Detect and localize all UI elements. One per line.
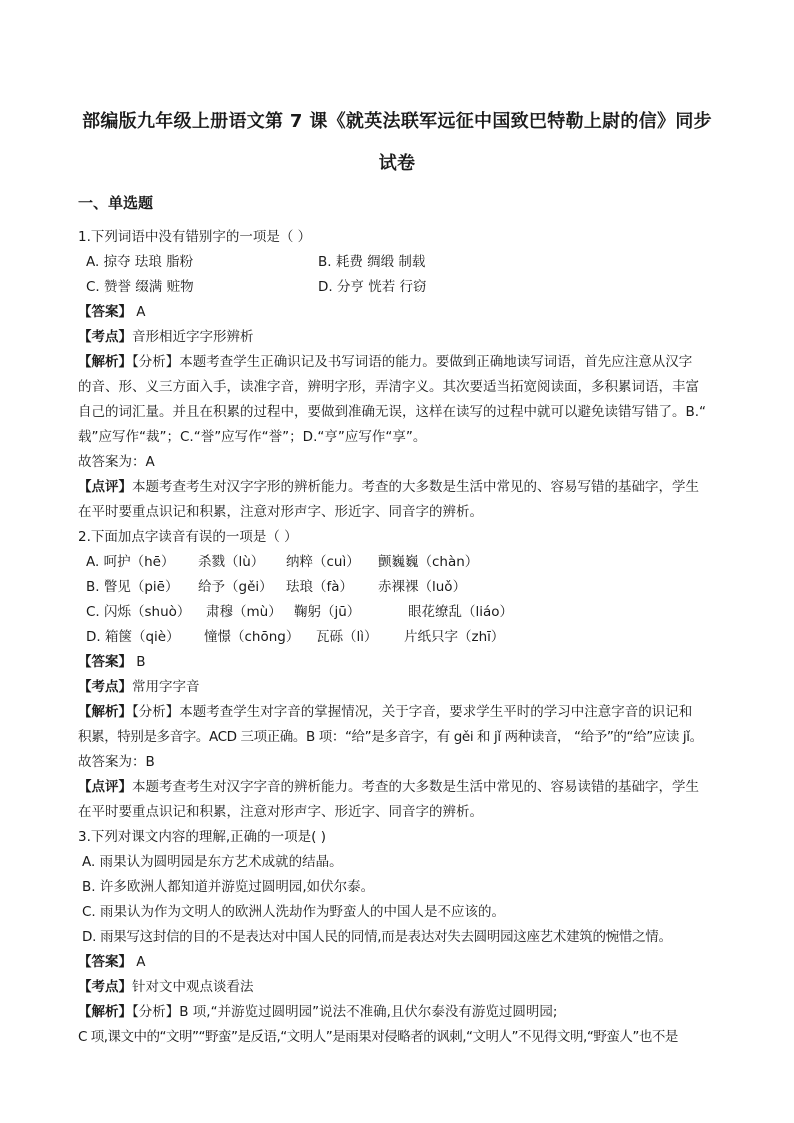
- question-1-jiexi-line: 的音、形、义三方面入手，读准字音，辨明字形，弄清字义。其次要适当拓宽阅读面，多积累词语，丰富: [78, 379, 699, 395]
- question-1-dianping-line: 在平时要重点识记和积累，注意对形声字、形近字、同音字的辨析。: [78, 504, 483, 520]
- question-3-jiexi-line: C 项,课文中的“文明”“野蛮”是反语,“文明人”是雨果对侵略者的讽刺,“文明人”不见得文明,“野蛮人”也不是: [78, 1029, 678, 1045]
- jiexi-text: 【分析】本题考查学生对字音的掌握情况，关于字音，要求学生平时的学习中注意字音的识记和: [132, 704, 693, 720]
- dianping-text: 本题考查考生对汉字字音的辨析能力。考查的大多数是生活中常见的、容易读错的基础字，学生: [132, 779, 699, 795]
- question-3-answer: [78, 952, 720, 972]
- dianping-label: 【点评】: [78, 779, 132, 795]
- option-word: 赤裸裸（luǒ）: [378, 579, 467, 595]
- option-word: 眼花缭乱（liáo）: [408, 604, 514, 620]
- question-3-option-d: D. 雨果写这封信的目的不是表达对中国人民的同情,而是表达对失去圆明园这座艺术建筑的惋惜之情。: [82, 929, 672, 945]
- jiexi-label: 【解析】: [78, 354, 132, 370]
- option-word: 肃穆（mù）: [206, 604, 282, 620]
- option-word: 颤巍巍（chàn）: [378, 554, 479, 570]
- page-title: 部编版九年级上册语文第 7 课《就英法联军远征中国致巴特勒上尉的信》同步: [82, 111, 712, 132]
- question-3-option-b: B. 许多欧洲人都知道并游览过圆明园,如伏尔泰。: [82, 879, 375, 895]
- kaodian-value: 针对文中观点谈看法: [132, 979, 254, 995]
- kaodian-value: 音形相近字字形辨析: [132, 329, 254, 345]
- option-b: B. 耗费 绸缎 制载: [318, 254, 426, 270]
- answer-value: A: [132, 304, 146, 320]
- answer-label: 【答案】: [78, 654, 132, 670]
- option-word: A. 呵护（hē）: [86, 554, 175, 570]
- question-3-option-c: C. 雨果认为作为文明人的欧洲人洗劫作为野蛮人的中国人是不应该的。: [82, 904, 506, 920]
- jiexi-text: 【分析】B 项,“并游览过圆明园”说法不准确,且伏尔泰没有游览过圆明园;: [132, 1004, 558, 1020]
- question-3-stem: 3.下列对课文内容的理解,正确的一项是( ): [78, 829, 326, 845]
- kaodian-value: 常用字字音: [132, 679, 200, 695]
- question-2-dianping-line: [78, 777, 720, 797]
- option-word: B. 瞥见（piē）: [86, 579, 179, 595]
- option-word: 憧憬（chōng）: [204, 629, 300, 645]
- option-word: 纳粹（cuì）: [286, 554, 360, 570]
- question-2-jiexi-line: 积累，特别是多音字。ACD 三项正确。B 项：“给”是多音字，有 gěi 和 jǐ 两种读音， “给予”的“给”应读 jǐ。: [78, 729, 703, 745]
- question-1-result: 故答案为：A: [78, 454, 155, 470]
- option-word: 给予（gěi）: [198, 579, 273, 595]
- option-d: D. 分亨 恍若 行窃: [318, 279, 427, 295]
- question-1-jiexi-line: 载”应写作“裁”；C.“誉”应写作“誉”；D.“亨”应写作“享”。: [78, 429, 427, 445]
- option-word: 珐琅（fà）: [286, 579, 354, 595]
- question-2-kaodian: [78, 677, 720, 697]
- question-1-jiexi-line: 自己的词汇量。并且在积累的过程中，要做到准确无误，这样在读写的过程中就可以避免读错写错了。B.“: [78, 404, 707, 420]
- dianping-text: 本题考查考生对汉字字形的辨析能力。考查的大多数是生活中常见的、容易写错的基础字，学生: [132, 479, 699, 495]
- jiexi-text: 【分析】本题考查学生正确识记及书写词语的能力。要做到正确地读写词语，首先应注意从汉字: [132, 354, 693, 370]
- question-2-stem: 2.下面加点字读音有误的一项是（ ）: [78, 529, 298, 545]
- option-c: C. 赞誉 缀满 赃物: [86, 279, 194, 295]
- option-word: 片纸只字（zhī）: [404, 629, 505, 645]
- jiexi-label: 【解析】: [78, 704, 132, 720]
- jiexi-label: 【解析】: [78, 1004, 132, 1020]
- question-1-dianping-line: [78, 477, 720, 497]
- option-word: 鞠躬（jū）: [294, 604, 361, 620]
- answer-label: 【答案】: [78, 954, 132, 970]
- question-3-kaodian: [78, 977, 720, 997]
- option-a: A. 掠夺 珐琅 脂粉: [86, 254, 194, 270]
- question-2-dianping-line: 在平时要重点识记和积累，注意对形声字、形近字、同音字的辨析。: [78, 804, 483, 820]
- answer-label: 【答案】: [78, 304, 132, 320]
- question-3-option-a: A. 雨果认为圆明园是东方艺术成就的结晶。: [82, 854, 343, 870]
- question-1-kaodian: [78, 327, 720, 347]
- option-word: C. 闪烁（shuò）: [86, 604, 191, 620]
- kaodian-label: 【考点】: [78, 329, 132, 345]
- page-title-continued: 试卷: [378, 153, 416, 174]
- question-2-answer: [78, 652, 720, 672]
- kaodian-label: 【考点】: [78, 979, 132, 995]
- question-2-jiexi-line: [78, 702, 720, 722]
- question-1-stem: 1.下列词语中没有错别字的一项是（ ）: [78, 229, 312, 245]
- question-2-result: 故答案为：B: [78, 754, 155, 770]
- kaodian-label: 【考点】: [78, 679, 132, 695]
- question-1-answer: [78, 302, 720, 322]
- option-word: 杀戮（lù）: [198, 554, 265, 570]
- section-heading: 一、单选题: [78, 194, 154, 212]
- answer-value: B: [132, 654, 146, 670]
- answer-value: A: [132, 954, 146, 970]
- option-word: 瓦砾（lì）: [316, 629, 378, 645]
- option-word: D. 箱箧（qiè）: [86, 629, 180, 645]
- question-3-jiexi-line: [78, 1002, 720, 1022]
- dianping-label: 【点评】: [78, 479, 132, 495]
- question-1-jiexi-line: [78, 352, 720, 372]
